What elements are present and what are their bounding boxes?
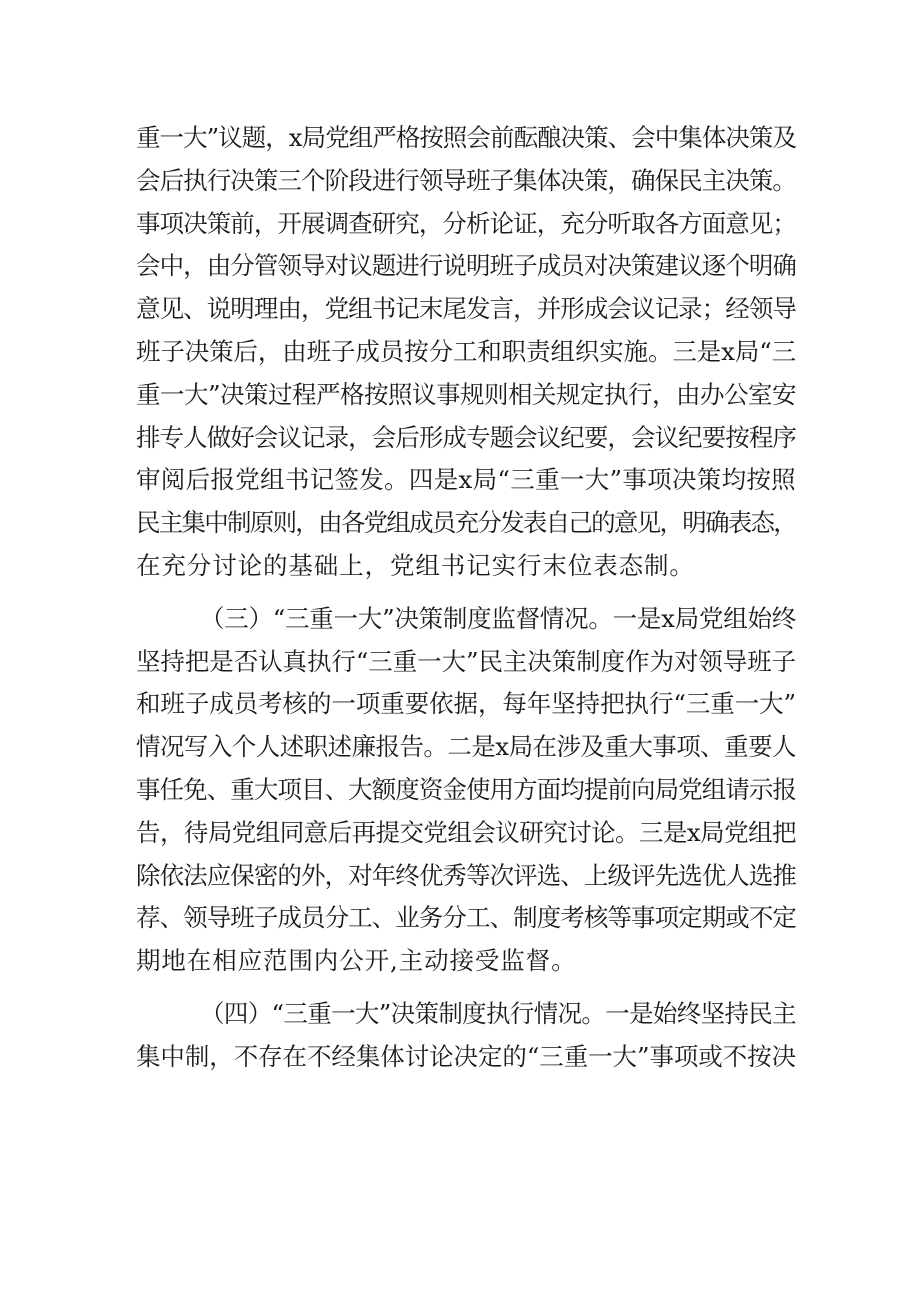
text-line: 会后执行决策三个阶段进行领导班子集体决策，确保民主决策。 <box>136 165 796 195</box>
paragraph-spacer <box>136 983 796 993</box>
text-line: 事任免、重大项目、大额度资金使用方面均提前向局党组请示报 <box>136 774 796 804</box>
text-line: 除依法应保密的外，对年终优秀等次评选、上级评先选优人选推 <box>136 860 796 890</box>
text-line: （四）“三重一大”决策制度执行情况。一是始终坚持民主 <box>200 998 796 1028</box>
text-line: 荐、领导班子成员分工、业务分工、制度考核等事项定期或不定 <box>136 903 796 933</box>
text-line: 民主集中制原则，由各党组成员充分发表自己的意见，明确表态， <box>136 508 796 538</box>
text-line: 坚持把是否认真执行“三重一大”民主决策制度作为对领导班子 <box>136 646 796 676</box>
document-body <box>136 117 796 1079</box>
text-line: 班子决策后，由班子成员按分工和职责组织实施。三是x局“三 <box>136 336 796 366</box>
text-line: 审阅后报党组书记签发。四是x局“三重一大”事项决策均按照 <box>136 465 796 495</box>
text-line: 情况写入个人述职述廉报告。二是x局在涉及重大事项、重要人 <box>136 732 796 762</box>
text-line: 重一大”决策过程严格按照议事规则相关规定执行，由办公室安 <box>136 379 796 409</box>
paragraph-execution <box>136 993 796 1079</box>
text-line: 会中，由分管领导对议题进行说明班子成员对决策建议逐个明确 <box>136 251 796 281</box>
text-line: 排专人做好会议记录，会后形成专题会议纪要，会议纪要按程序 <box>136 422 796 452</box>
text-line: （三）“三重一大”决策制度监督情况。一是x局党组始终 <box>200 603 796 633</box>
paragraph-supervision <box>136 598 796 983</box>
text-line: 告，待局党组同意后再提交党组会议研究讨论。三是x局党组把 <box>136 817 796 847</box>
text-line: 期地在相应范围内公开,主动接受监督。 <box>136 946 577 976</box>
text-line: 在充分讨论的基础上，党组书记实行末位表态制。 <box>136 550 695 580</box>
text-line: 集中制，不存在不经集体讨论决定的“三重一大”事项或不按决 <box>136 1041 796 1071</box>
text-line: 和班子成员考核的一项重要依据，每年坚持把执行“三重一大” <box>136 689 796 719</box>
paragraph-spacer <box>136 588 796 598</box>
text-line: 意见、说明理由，党组书记末尾发言，并形成会议记录；经领导 <box>136 294 796 324</box>
text-line: 重一大”议题，x局党组严格按照会前酝酿决策、会中集体决策及 <box>136 123 796 152</box>
text-line: 事项决策前，开展调查研究，分析论证，充分听取各方面意见； <box>136 208 796 238</box>
paragraph-decision-process <box>136 117 796 588</box>
